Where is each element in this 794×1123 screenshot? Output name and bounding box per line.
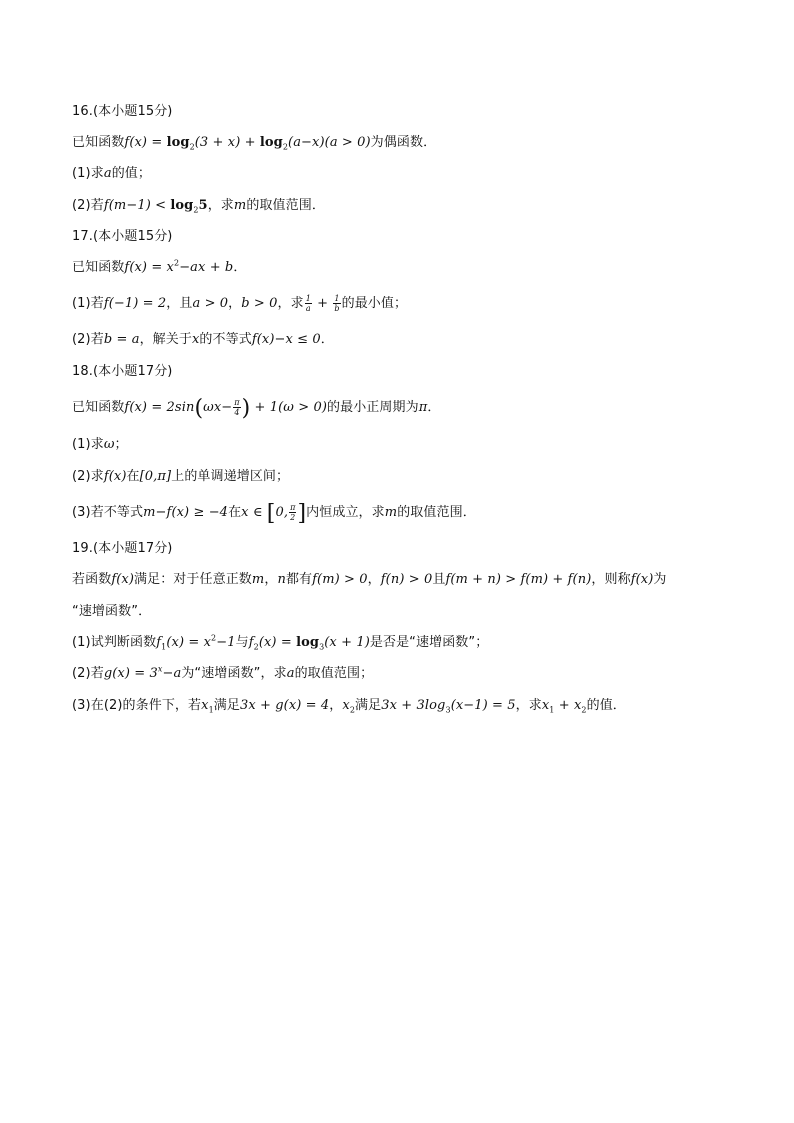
problem-18-stem: 已知函数f(x) = 2sin(ωx− $\frac{\pi}{4}$ ) + 1(ω > 0)的最小正周期为π．: [72, 396, 441, 421]
problem-19-header: 19.(本小题17分): [72, 541, 173, 556]
problem-17-part-1: (1)若f(−1) = 2，且a > 0，b > 0，求 $\frac{1}{a}$ + $\frac{1}{b}$ 的最小值；: [72, 294, 408, 313]
fraction-1-over-b: $\frac{1}{b}$: [334, 294, 340, 313]
problem-16-part-1: (1)求a的值；: [72, 166, 151, 181]
problem-19-part-1: (1)试判断函数$f_1(x) = x^2-1$与$f_2(x) = \log_3(x + 1)$是否是“速增函数”；: [72, 633, 489, 652]
problem-16-part-2: (2)若$f(m-1) < \log_25$，求m的取值范围．: [72, 198, 325, 215]
fraction-pi-over-4: $\frac{\pi}{4}$: [234, 398, 240, 417]
problem-18-part-1: (1)求ω；: [72, 437, 128, 452]
problem-18-part-2: (2)求f(x)在[0,π]上的单调递增区间；: [72, 469, 290, 484]
problem-18-part-3: (3)若不等式m−f(x) ≥ −4在x ∈ [0, $\frac{\pi}{2}$ ]内恒成立，求m的取值范围．: [72, 501, 476, 526]
problem-16-stem: 已知函数$f(x) = \log_2(3 + x) + \log_2(a-x)(a > 0)$为偶函数．: [72, 135, 437, 152]
problem-17-stem: 已知函数$f(x) = x^2-ax + b$．: [72, 258, 247, 275]
problem-17-part-2: (2)若b = a，解关于x的不等式f(x)−x ≤ 0．: [72, 332, 334, 347]
fraction-pi-over-2: $\frac{\pi}{2}$: [290, 503, 296, 522]
fraction-1-over-a: $\frac{1}{a}$: [305, 294, 311, 313]
problem-18-header: 18.(本小题17分): [72, 364, 173, 379]
problem-19-stem: 若函数f(x)满足：对于任意正数m，n都有f(m) > 0，f(n) > 0且f(m + n) > f(m) + f(n)，则称f(x)为: [72, 572, 667, 587]
problem-19-part-3: (3)在(2)的条件下，若$x_1$满足3x + g(x) = 4，$x_2$满足$3x + 3\log_3(x-1) = 5$，求$x_1 + x_2$的值．: [72, 698, 626, 715]
problem-19-part-2: (2)若$g(x) = 3^x-a$为“速增函数”，求a的取值范围；: [72, 664, 374, 681]
problem-19-stem-continued: “速增函数”．: [72, 604, 152, 619]
problem-17-header: 17.(本小题15分): [72, 229, 173, 244]
problem-16-header: 16.(本小题15分): [72, 104, 173, 119]
